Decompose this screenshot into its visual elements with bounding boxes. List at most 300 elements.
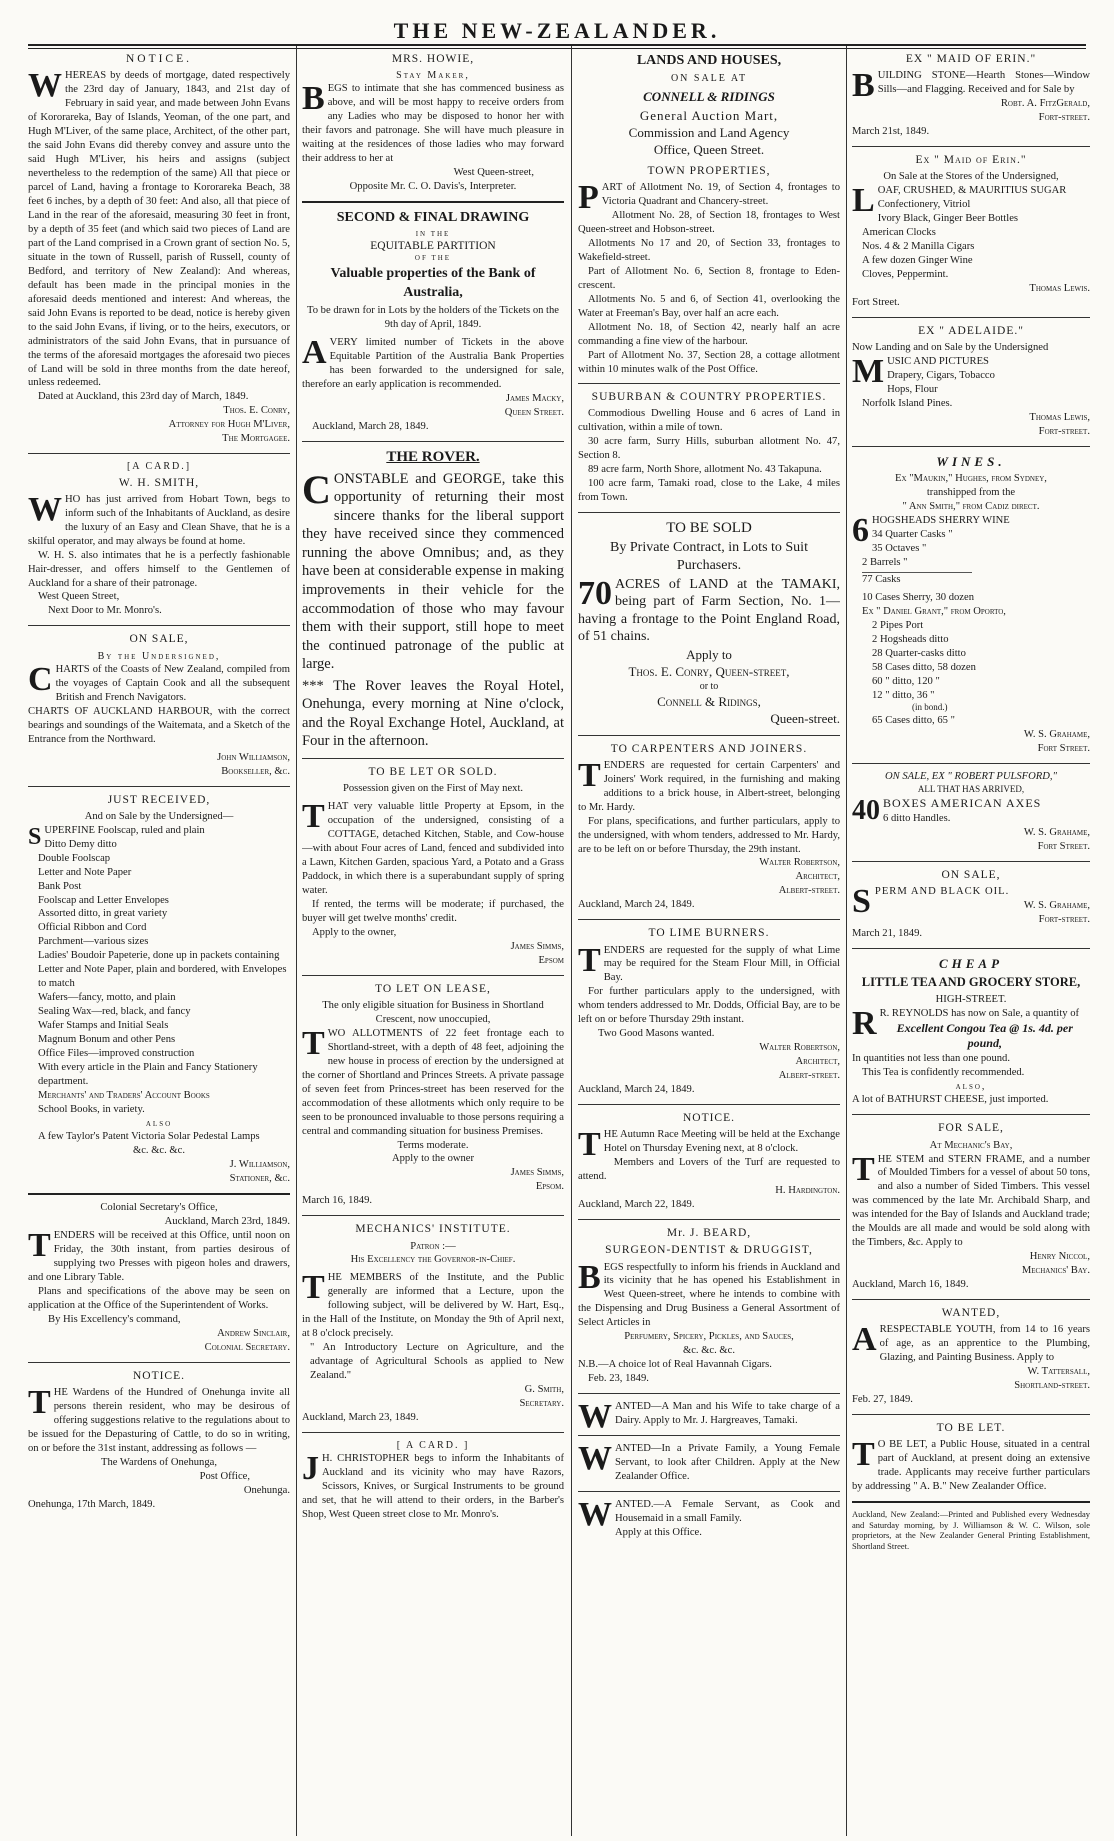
drop-cap: T — [302, 1024, 325, 1062]
ad-subtitle: SURGEON-DENTIST & DRUGGIST, — [605, 1244, 813, 1257]
signature: The Mortgagee. — [222, 433, 290, 445]
ad-body: By His Excellency's command, — [48, 1313, 181, 1325]
ad-body: ANTED.—A Female Servant, as Cook and Housemaid in a small Family. — [615, 1499, 840, 1525]
address: HIGH-STREET. — [935, 993, 1007, 1005]
printer-imprint: Auckland, New Zealand:—Printed and Published every Wednesday and Saturday morning, by J. Williamson & W. C. Wilson, sole proprietors, at the New Zealander General Printing Establishment, Shortland Street. — [852, 1509, 1090, 1552]
ad-title: CHEAP — [938, 956, 1004, 972]
ad-title: SECOND & FINAL DRAWING — [336, 210, 530, 226]
ad-title: NOTICE. — [132, 1369, 186, 1382]
signature: Queen-street. — [770, 711, 840, 727]
ad-body: For plans, specifications, and further particulars, apply to the undersigned, with whom tenders, addressed to Mr. Hardy, are to be left on or before Thursday, the 29th instant. — [578, 815, 840, 855]
tea-offer: Excellent Congou Tea @ 1s. 4d. per pound, — [896, 1020, 1073, 1051]
divider — [28, 1362, 290, 1363]
drop-cap: B — [578, 1258, 601, 1296]
list-item: Foolscap and Letter Envelopes — [38, 894, 169, 906]
divider — [852, 1501, 1090, 1503]
signature: Epsom. — [535, 1181, 564, 1193]
list-item: 34 Quarter Casks " — [872, 528, 953, 540]
ad-title: LANDS AND HOUSES, — [636, 53, 782, 68]
ad-body: HE STEM and STERN FRAME, and a number of Moulded Timbers for a vessel of about 50 tons, and also a number of Sided Timbers. This vessel was commenced by the late Mr. Archibald Sharp, and was intended for the Bay of Islands and Auckland trade; the Moulds are all made and would be sold along with the Timbers, &c. Apply to — [852, 1153, 1090, 1249]
ad-date: March 21st, 1849. — [852, 126, 930, 138]
list-item: Part of Allotment No. 6, Section 8, frontage to Eden-crescent. — [578, 266, 840, 292]
ad-body: Terms moderate. — [397, 1139, 469, 1151]
ad-body: A few Taylor's Patent Victoria Solar Pedestal Lamps — [38, 1131, 260, 1143]
drop-cap: W — [578, 1398, 612, 1436]
list-item: 30 acre farm, Surry Hills, suburban allotment No. 47, Section 8. — [578, 436, 840, 462]
signature: G. Smith, — [524, 1384, 564, 1396]
ad-body: This Tea is confidently recommended. — [862, 1067, 1025, 1079]
ad-body: For further particulars apply to the undersigned, with whom tenders addressed to Mr. Dodds, Official Bay, are to be left on or before Thursday 29th instant. — [578, 986, 840, 1026]
drop-cap: W — [578, 1440, 612, 1478]
divider — [578, 735, 840, 736]
ad-date: Auckland, March 23, 1849. — [302, 1412, 419, 1424]
ad-subtitle: His Excellency the Governor-in-Chief. — [350, 1254, 516, 1266]
ad-title: TO LIME BURNERS. — [648, 927, 770, 940]
list-item: Magnum Bonum and other Pens — [38, 1034, 176, 1046]
divider — [852, 861, 1090, 862]
drop-cap: P — [578, 179, 599, 217]
ad-body: HARTS of the Coasts of New Zealand, compiled from the voyages of Captain Cook and all the subsequent British and French Navigators. — [55, 663, 290, 703]
ad-subtitle: " Ann Smith," from Cadiz direct. — [902, 500, 1040, 512]
divider — [852, 1299, 1090, 1300]
divider — [28, 1193, 290, 1195]
drop-cap: T — [302, 798, 325, 836]
ad-date: Auckland, March 24, 1849. — [578, 899, 695, 911]
list-item: Merchants' and Traders' Account Books — [38, 1090, 210, 1102]
list-item: 65 Cases ditto, 65 " — [872, 715, 955, 727]
ad-body: N.B.—A choice lot of Real Havannah Cigars. — [578, 1359, 772, 1371]
drop-cap: B — [302, 80, 325, 118]
drop-cap: W — [578, 1496, 612, 1534]
ad-body: Apply to the owner, — [312, 926, 397, 938]
drop-cap: T — [578, 756, 601, 794]
signature: Fort-street. — [1038, 425, 1090, 437]
oil-sale — [852, 868, 1090, 941]
ad-body: ONSTABLE and GEORGE, take this opportunity of returning their most sincere thanks for the liberal support they have received since they commenced running the above Omnibus; and, as they have been at considerable expense in making improvements in their vehicle for the accommodation of those who may favour them with their support, still hope to meet the continued patronage of the public at large. — [302, 470, 564, 673]
ad-body: O BE LET, a Public House, situated in a central part of Auckland, at present doing an extensive trade. Applicants may receive further particulars by addressing " A. B." New Zealander Office. — [852, 1439, 1090, 1493]
divider — [852, 317, 1090, 318]
ad-title: EX " ADELAIDE." — [918, 324, 1024, 337]
signature: Albert-street. — [778, 1070, 840, 1082]
ad-body: " An Introductory Lecture on Agriculture, and the advantage of Agricultural Schools as applied to New Zealand." — [310, 1342, 564, 1382]
ad-body: In quantities not less than one pound. — [852, 1053, 1011, 1065]
list-item: Commodious Dwelling House and 6 acres of Land in cultivation, within a mile of town. — [578, 408, 840, 434]
signature: Fort-street. — [1038, 112, 1090, 124]
list-item: School Books, in variety. — [38, 1104, 145, 1116]
signature: John Williamson, — [217, 751, 290, 763]
divider — [302, 441, 564, 442]
list-item: USIC AND PICTURES — [887, 356, 989, 368]
bank-drawing — [302, 209, 564, 434]
ad-date: March 16, 1849. — [302, 1195, 373, 1207]
divider — [302, 758, 564, 759]
column-divider — [846, 46, 847, 1836]
ad-headline: Valuable properties of the Bank of Australia, — [330, 266, 536, 300]
divider — [578, 1219, 840, 1220]
list-item: 2 Pipes Port — [872, 619, 924, 631]
drop-cap: T — [28, 1227, 51, 1264]
ad-subtitle: The only eligible situation for Business in Shortland Crescent, now unoccupied, — [322, 999, 544, 1025]
signature: W. Tattersall, — [1027, 1366, 1090, 1378]
list-item: 28 Quarter-casks ditto — [872, 647, 966, 659]
ad-subtitle: By Private Contract, in Lots to Suit Purchasers. — [610, 539, 808, 574]
drop-cap: T — [28, 1383, 51, 1421]
ad-title: TO BE SOLD — [666, 519, 752, 536]
signature: Mechanics' Bay. — [1021, 1265, 1090, 1277]
ad-body: ENDERS are requested for certain Carpenters' and Joiners' Work required, in the furnishing and making additions to a brick house, in Albert-street, belonging to Mr. Hardy. — [578, 759, 840, 813]
signature: Stationer, &c. — [229, 1173, 290, 1185]
ad-body: BOXES AMERICAN AXES — [883, 796, 1042, 811]
smith-card — [28, 460, 290, 618]
drop-cap: L — [852, 182, 875, 220]
colonial-secretary-tender — [28, 1201, 290, 1355]
ad-title: TO BE LET OR SOLD. — [368, 765, 498, 778]
ad-subtitle: Commission and Land Agency — [628, 124, 790, 140]
ad-title: WINES. — [936, 453, 1006, 469]
list-item: HOGSHEADS SHERRY WINE — [872, 514, 1010, 526]
signature: Walter Robertson, — [759, 857, 840, 869]
ad-body: 6 ditto Handles. — [883, 813, 951, 825]
list-item: Assorted ditto, in great variety — [38, 908, 168, 920]
drop-cap: T — [302, 1269, 325, 1307]
section-title: SUBURBAN & COUNTRY PROPERTIES. — [591, 391, 827, 404]
ad-body: Two Good Masons wanted. — [598, 1028, 715, 1040]
ad-body: ANTED—In a Private Family, a Young Female Servant, to look after Children. Apply at the New Zealander Office. — [615, 1443, 840, 1483]
divider — [28, 786, 290, 787]
ad-body: ACRES of LAND at the TAMAKI, being part of Farm Section, No. 1—having a frontage to the Point England Road, of 51 chains. — [578, 576, 840, 645]
card-label: [ A CARD. ] — [396, 1440, 470, 1452]
signature: Architect, — [795, 1056, 840, 1068]
column-4 — [852, 50, 1090, 1830]
list-item: Official Ribbon and Cord — [38, 922, 147, 934]
list-item: Ditto Demy ditto — [44, 838, 117, 850]
ad-body: Perfumery, Spicery, Pickles, and Sauces, — [624, 1331, 794, 1343]
race-notice — [578, 1111, 840, 1212]
list-item: Part of Allotment No. 37, Section 28, a cottage allotment within 10 minutes walk of the Post Office. — [578, 350, 840, 376]
adelaide-sale — [852, 324, 1090, 439]
address: Post Office, — [199, 1470, 250, 1482]
column-divider — [571, 46, 572, 1836]
just-received — [28, 793, 290, 1187]
card-label: [A CARD.] — [126, 461, 192, 473]
list-item: Office Files—improved construction — [38, 1048, 195, 1060]
drop-cap: W — [28, 490, 62, 528]
ad-body: Plans and specifications of the above may be seen on application at the Office of the Superintendent of Works. — [28, 1285, 290, 1311]
ad-title: ON SALE, — [129, 633, 189, 646]
ad-date: Feb. 23, 1849. — [588, 1373, 649, 1385]
ad-body: Apply to the owner — [391, 1153, 475, 1165]
list-item: Confectionery, Vitriol — [877, 199, 971, 211]
ad-date: Auckland, March 23rd, 1849. — [164, 1216, 290, 1228]
divider — [302, 1215, 564, 1216]
ad-title: MRS. HOWIE, — [391, 53, 475, 65]
ad-body: HAT very valuable little Property at Epsom, in the occupation of the undersigned, consisting of a COTTAGE, detached Kitchen, Stable, and Cow-house—with about Four acres of Land, fenced and subdivided into a Lawn, Kitchen Garden, spacious Yard, a Potato and a Grass Paddock, in which there is a superabundant supply of spring water. — [302, 801, 564, 896]
address: The Wardens of Onehunga, — [100, 1456, 218, 1468]
ad-body: ENDERS are requested for the supply of what Lime may be required for the Steam Flour Mill, in Official Bay. — [603, 944, 840, 984]
list-item: 2 Barrels " — [862, 556, 908, 568]
list-item: 77 Casks — [862, 573, 901, 585]
ad-subtitle: Possession given on the First of May next. — [342, 783, 524, 795]
signature: W. S. Grahame, — [1023, 900, 1090, 912]
wanted-cook — [578, 1498, 840, 1540]
ad-title: EX " MAID OF ERIN." — [905, 53, 1037, 65]
drop-cap: M — [852, 353, 885, 391]
address: Onehunga. — [243, 1484, 290, 1496]
ad-title: MECHANICS' INSTITUTE. — [355, 1223, 511, 1236]
divider — [852, 763, 1090, 764]
christopher-card — [302, 1439, 564, 1522]
item-list — [852, 511, 1090, 728]
ad-title: THE ROVER. — [386, 448, 480, 465]
ad-subtitle: And on Sale by the Undersigned— — [84, 810, 234, 822]
list-item: Bank Post — [38, 880, 82, 892]
list-item: Wafers—fancy, motto, and plain — [38, 992, 176, 1004]
list-item: Cloves, Peppermint. — [862, 268, 949, 280]
signature: Fort Street. — [1037, 743, 1090, 755]
drop-cap: A — [852, 1321, 877, 1359]
list-item: Ladies' Boudoir Papeterie, done up in packets containing Letter and Note Paper, plain and bordered, with Envelopes to match — [38, 950, 287, 990]
building-stone — [852, 52, 1090, 139]
list-item: 100 acre farm, Tamaki road, close to the Lake, 4 miles from Town. — [578, 478, 840, 503]
address: Opposite Mr. C. O. Davis's, Interpreter. — [349, 181, 517, 193]
list-item: Norfolk Island Pines. — [862, 397, 953, 409]
drop-cap: T — [852, 1150, 875, 1188]
ad-body: ANTED—A Man and his Wife to take charge of a Dairy. Apply to Mr. J. Hargreaves, Tamaki. — [615, 1401, 840, 1427]
address: West Queen-street, — [453, 167, 534, 179]
also-label: also — [145, 1118, 173, 1129]
lands-and-houses — [578, 52, 840, 505]
ad-title: TO BE LET. — [936, 1422, 1006, 1435]
property-list — [578, 407, 840, 505]
ad-subtitle: Patron :— — [410, 1240, 456, 1252]
list-item: ART of Allotment No. 19, of Section 4, frontages to Victoria Quadrant and Chancery-street. — [601, 182, 840, 208]
ad-title: Ex " Maid of Erin." — [915, 154, 1027, 167]
ad-body: Apply to — [686, 646, 732, 662]
drop-cap: A — [302, 334, 327, 372]
signature: James Macky, — [505, 392, 564, 404]
ad-body: If rented, the terms will be moderate; if purchased, the buyer will get twelve months' credit. — [302, 898, 564, 924]
ad-subtitle: Ex "Maukin," Hughes, from Sydney, — [895, 472, 1047, 484]
acre-count: 70 — [578, 574, 612, 612]
drop-cap: S — [852, 883, 872, 921]
wanted-servant — [578, 1442, 840, 1484]
ad-date: Auckland, March 22, 1849. — [578, 1199, 695, 1211]
list-item: Ivory Black, Ginger Beer Bottles — [877, 213, 1019, 225]
ad-title: Colonial Secretary's Office, — [100, 1202, 218, 1214]
grocery-store — [852, 955, 1090, 1107]
ad-subtitle: On Sale at the Stores of the Undersigned, — [883, 171, 1059, 183]
ad-body: *** The Rover leaves the Royal Hotel, Onehunga, every morning at Nine o'clock, and the Royal Exchange Hotel, Auckland, at Four in the afternoon. — [302, 677, 564, 750]
list-item: Ex " Daniel Grant," from Oporto, — [862, 605, 1006, 617]
address: Fort Street. — [852, 296, 900, 308]
ad-body: HE Wardens of the Hundred of Onehunga invite all persons therein resident, who may be desirous of offering suggestions relative to the regulations about to be issued for the Depasturing of Cattle, to do so in writing, on or before the 31st instant, addressing as follows — — [28, 1386, 290, 1454]
list-item: 58 Cases ditto, 58 dozen — [872, 661, 976, 673]
signature: James Simms, — [510, 1167, 564, 1179]
divider — [852, 146, 1090, 147]
list-item: A few dozen Ginger Wine — [862, 255, 973, 266]
column-divider — [296, 46, 297, 1836]
divider — [578, 1435, 840, 1436]
signature: Epsom — [538, 954, 564, 966]
also-label: also, — [955, 1081, 987, 1093]
drop-cap: T — [578, 1126, 601, 1164]
list-item: Allotment No. 18, of Section 42, nearly half an acre commanding a fine view of the harbour. — [578, 322, 840, 348]
ad-title: W. H. SMITH, — [118, 476, 200, 489]
signature: Andrew Sinclair, — [217, 1327, 290, 1339]
cask-count: 6 — [852, 511, 869, 549]
signature: Architect, — [795, 871, 840, 883]
ad-title: TO CARPENTERS AND JOINERS. — [610, 742, 808, 755]
divider — [302, 1432, 564, 1433]
list-item: Hops, Flour — [887, 383, 938, 395]
ad-body: HO has just arrived from Hobart Town, begs to inform such of the Inhabitants of Auckland, as desire the luxury of an Easy and Clean Shave, that he is a skilful operator, and may always be found at home. — [28, 493, 290, 547]
lime-burners — [578, 926, 840, 1097]
mechanics-institute — [302, 1222, 564, 1425]
ad-body: H. CHRISTOPHER begs to inform the Inhabitants of Auckland and its vicinity who may have Razors, Scissors, Knives, or Surgical Instruments to be ground and set, that he will attend to their orders, in the Barber's Shop, West Queen street close to Mr. Monro's. — [302, 1453, 564, 1521]
column-1 — [28, 50, 290, 1830]
ad-subtitle: General Auction Mart, — [639, 107, 779, 123]
drop-cap: C — [28, 660, 53, 698]
signature: Robt. A. FitzGerald, — [1000, 98, 1090, 110]
ad-title: TO LET ON LEASE, — [375, 982, 491, 995]
signature: Fort Street. — [1037, 841, 1090, 853]
axes-sale — [852, 770, 1090, 854]
ad-body: HE MEMBERS of the Institute, and the Public generally are informed that a Lecture, upon the following subject, will be delivered by W. Hart, Esq., in the Hall of the Institute, on Monday the 9th of April next, at 8 o'clock precisely. — [302, 1272, 564, 1340]
ad-subtitle: ON SALE AT — [670, 73, 748, 85]
ad-body: R. REYNOLDS has now on Sale, a quantity of — [879, 1007, 1080, 1019]
ad-subtitle: IN THE — [415, 229, 451, 238]
firm-name: CONNELL & RIDINGS — [643, 88, 775, 104]
masthead: THE NEW-ZEALANDER. — [393, 18, 721, 43]
imprint — [852, 1509, 1090, 1552]
ad-subtitle: Now Landing and on Sale by the Undersigned — [852, 342, 1049, 354]
etc-line: &c. &c. &c. — [682, 1345, 736, 1357]
ad-body: EGS respectfully to inform his friends in Auckland and its vicinity that he has opened his Establishment in West Queen-street, where he intends to combine with the Dispensing and Drug Business a General Assortment of Select Articles in — [578, 1261, 840, 1329]
ad-body: VERY limited number of Tickets in the above Equitable Partition of the Australia Bank Properties has been forwarded to the undersigned for sale, therefore an early application is recommended. — [302, 337, 564, 390]
list-item: 2 Hogsheads ditto — [872, 633, 949, 645]
item-list — [852, 184, 1090, 282]
list-item: 35 Octaves " — [872, 542, 927, 554]
property-list — [578, 181, 840, 377]
ad-subtitle: OF THE — [414, 253, 452, 262]
list-item: Letter and Note Paper — [38, 866, 132, 878]
masthead-rule-thin — [28, 48, 1086, 49]
ad-subtitle: transhipped from the — [926, 486, 1016, 498]
drop-cap: B — [852, 67, 875, 105]
signature: Shortland-street. — [1014, 1380, 1090, 1392]
ad-body: CHARTS OF AUCKLAND HARBOUR, with the correct bearings and soundings of the Waitemata, and a Sketch of the Entrance from the Northward. — [28, 705, 290, 745]
divider — [852, 1114, 1090, 1115]
ad-body: RESPECTABLE YOUTH, from 14 to 16 years of age, as an apprentice to the Plumbing, Glazing, and Painting Business. Apply to — [879, 1324, 1090, 1364]
ad-subtitle: Stay Maker, — [396, 70, 470, 82]
section-title: TOWN PROPERTIES, — [647, 165, 771, 178]
let-on-lease — [302, 982, 564, 1209]
ad-date: March 21, 1849. — [852, 928, 923, 940]
list-item: 60 " ditto, 120 " — [872, 675, 940, 687]
ad-date: Dated at Auckland, this 23rd day of March, 1849. — [38, 391, 249, 403]
signature: Thomas Lewis, — [1029, 411, 1090, 423]
ad-title: NOTICE. — [682, 1112, 736, 1125]
drop-cap: S — [28, 823, 42, 850]
list-item: Allotments No 17 and 20, of Section 33, frontages to Wakefield-street. — [578, 238, 840, 264]
ad-body: HE Autumn Race Meeting will be held at the Exchange Hotel on Thursday Evening next, at 8 o'clock. — [603, 1129, 840, 1155]
drop-cap: T — [852, 1436, 875, 1474]
list-item: Parchment—various sizes — [38, 936, 149, 948]
signature: Bookseller, &c. — [221, 765, 290, 777]
ad-body: ENDERS will be received at this Office, until noon on Friday, the 30th instant, from parties desirous of supplying two Presses with pigeon holes and drawers, and one Library Table. — [28, 1230, 290, 1283]
public-house-let — [852, 1421, 1090, 1494]
drop-cap: T — [578, 941, 601, 979]
signature: Thos. E. Conry, — [223, 405, 290, 417]
ad-title: JUST RECEIVED, — [107, 793, 211, 806]
signature: Thos. E. Conry, Queen-street, — [628, 663, 790, 679]
item-list — [852, 355, 1090, 411]
ad-body: Apply at this Office. — [615, 1527, 702, 1538]
wines-sale — [852, 453, 1090, 756]
divider — [578, 383, 840, 384]
ad-body: UILDING STONE—Hearth Stones—Window Sills—and Flagging. Received and for Sale by — [877, 70, 1090, 96]
address: Next Door to Mr. Monro's. — [48, 605, 162, 617]
list-item: Sealing Wax—red, black, and fancy — [38, 1006, 191, 1018]
list-item: Allotment No. 28, of Section 18, frontages to West Queen-street and Hobson-street. — [578, 210, 840, 236]
ad-body: W. H. S. also intimates that he is a perfectly fashionable Hair-dresser, and offers himself to the Gentlemen of Auckland for a share of their patronage. — [28, 549, 290, 589]
divider — [852, 1414, 1090, 1415]
drop-cap: R — [852, 1004, 877, 1042]
ad-body: PERM AND BLACK OIL. — [874, 886, 1010, 898]
column-3 — [578, 50, 840, 1830]
tamaki-land — [578, 519, 840, 728]
rover-ad — [302, 448, 564, 751]
ad-subtitle: ALL THAT HAS ARRIVED, — [917, 784, 1025, 795]
ad-subtitle: EQUITABLE PARTITION — [370, 239, 496, 252]
signature: Queen Street. — [504, 406, 564, 418]
sugar-sale — [852, 153, 1090, 310]
ad-subtitle: At Mechanic's Bay, — [929, 1139, 1013, 1151]
carpenters-tender — [578, 742, 840, 913]
wanted-dairy — [578, 1398, 840, 1436]
ad-body: EGS to intimate that she has commenced business as above, and will be most happy to receive orders from any Ladies who may be disposed to honor her with their favors and patronage. She will have much pleasure in waiting at the residences of those ladies who may forward their address to her at — [302, 83, 564, 165]
signature: J. Williamson, — [229, 1159, 290, 1171]
howie-ad — [302, 52, 564, 194]
ad-date: Auckland, March 28, 1849. — [312, 420, 429, 432]
divider — [28, 453, 290, 454]
divider — [578, 1104, 840, 1105]
wanted-youth — [852, 1306, 1090, 1407]
signature: James Simms, — [510, 940, 564, 952]
list-item: Double Foolscap — [38, 852, 111, 864]
drop-cap: C — [302, 466, 331, 512]
divider — [578, 1393, 840, 1394]
list-item: (in bond.) — [912, 702, 948, 713]
address: West Queen Street, — [38, 591, 120, 603]
ad-body: HEREAS by deeds of mortgage, dated respectively the 23rd day of January, 1843, and 21st day of February in said year, and made between John Evans of Kororareka, Bay of Islands, Yeoman, of the one part, and Hugh M'Liver, of the same place, Architect, of the other part, the said John Evans did thereby convey and assure unto the said Hugh M'Liver, his heirs and assigns (subject nevertheless to the redemption of the same) All that piece or parcel of Land, having a frontage to Kororareka Beach, 38 feet 6 inches, by a depth of 30 feet: And also, all that piece of Land in the rear of the aforesaid, measuring 30 feet in front, by a depth of 35 feet (and which said two pieces of Land are part of the Land comprised in a Crown grant of section No. 5, situate in the town of Russell, parish of Russell, county of Bedford, and territory of New Zealand): And whereas, default has been made in the principal monies in the aforesaid deeds mentioned and interest: And whereas, the said John Evans is reported to be dead, notice is hereby given to the said John Evans, if living, or to the heirs, executors, or administrators of the said John Evans, that in pursuance of the terms of the aforesaid mortgages the aforesaid two pieces of Land will be sold in three months from the date hereof, unless redeemed. — [28, 70, 290, 389]
charts-sale — [28, 632, 290, 778]
list-item: Drapery, Cigars, Tobacco — [887, 369, 995, 381]
list-item: Allotments No. 5 and 6, of Section 41, overlooking the Water at Freeman's Bay, over half an acre each. — [578, 294, 840, 320]
ad-date: Auckland, March 16, 1849. — [852, 1279, 969, 1291]
ad-title: FOR SALE, — [938, 1122, 1004, 1135]
signature: W. S. Grahame, — [1023, 827, 1090, 839]
divider — [302, 201, 564, 203]
divider — [852, 446, 1090, 447]
divider — [852, 948, 1090, 949]
list-item: American Clocks — [862, 227, 936, 239]
store-name: LITTLE TEA AND GROCERY STORE, — [861, 975, 1081, 990]
mortgage-notice — [28, 52, 290, 446]
divider — [302, 975, 564, 976]
list-item: Nos. 4 & 2 Manilla Cigars — [862, 241, 975, 253]
drop-cap: J — [302, 1450, 319, 1488]
